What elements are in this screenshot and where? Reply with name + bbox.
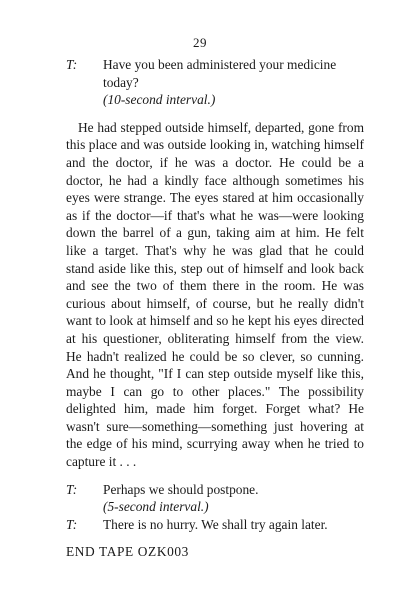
dialogue-text: There is no hurry. We shall try again later. [103,516,328,532]
dialogue-entry-3 [66,516,364,534]
page-body [66,56,364,561]
page-number: 29 [193,35,207,50]
dialogue-text: Have you been administered your medicine today? [103,57,337,90]
speaker-label: T: [66,57,78,72]
utterance [103,56,364,109]
speaker-label: T: [66,516,78,532]
narrative-paragraph: He had stepped outside himself, departed, gone from this place and was outside looking in, watching himself and the doctor, if he was a doctor. He could be a doctor, he had a kindly face although sometimes his eyes were strange. The eyes stared at him occasionally as if the doctor—if that's what he was—were looking down the barrel of a gun, taking aim at him. He felt like a target. That's why he was glad that he could stand aside like this, step out of himself and look back and see the two of them there in the room. He was curious about himself, of course, but he really didn't want to look at himself and so he kept his eyes directed at his questioner, obliterating himself from the view. He hadn't realized he could be so clever, so cunning. And he thought, "If I can step outside myself like this, maybe I can go to other places." The possibility delighted him, made him forget. Forget what? He wasn't sure—something—something just hovering at the edge of his mind, scurrying away when he tried to capture it . . . [66,119,364,470]
dialogue-text: Perhaps we should postpone. [103,481,259,497]
stage-direction: (5-second interval.) [103,499,209,515]
utterance [103,516,364,534]
stage-direction: (10-second interval.) [103,92,216,108]
speaker-label: T: [66,481,78,497]
dialogue-entry-2 [66,481,364,516]
dialogue-entry-1 [66,56,364,109]
end-tape-marker: END TAPE OZK003 [66,544,189,560]
utterance [103,481,364,516]
